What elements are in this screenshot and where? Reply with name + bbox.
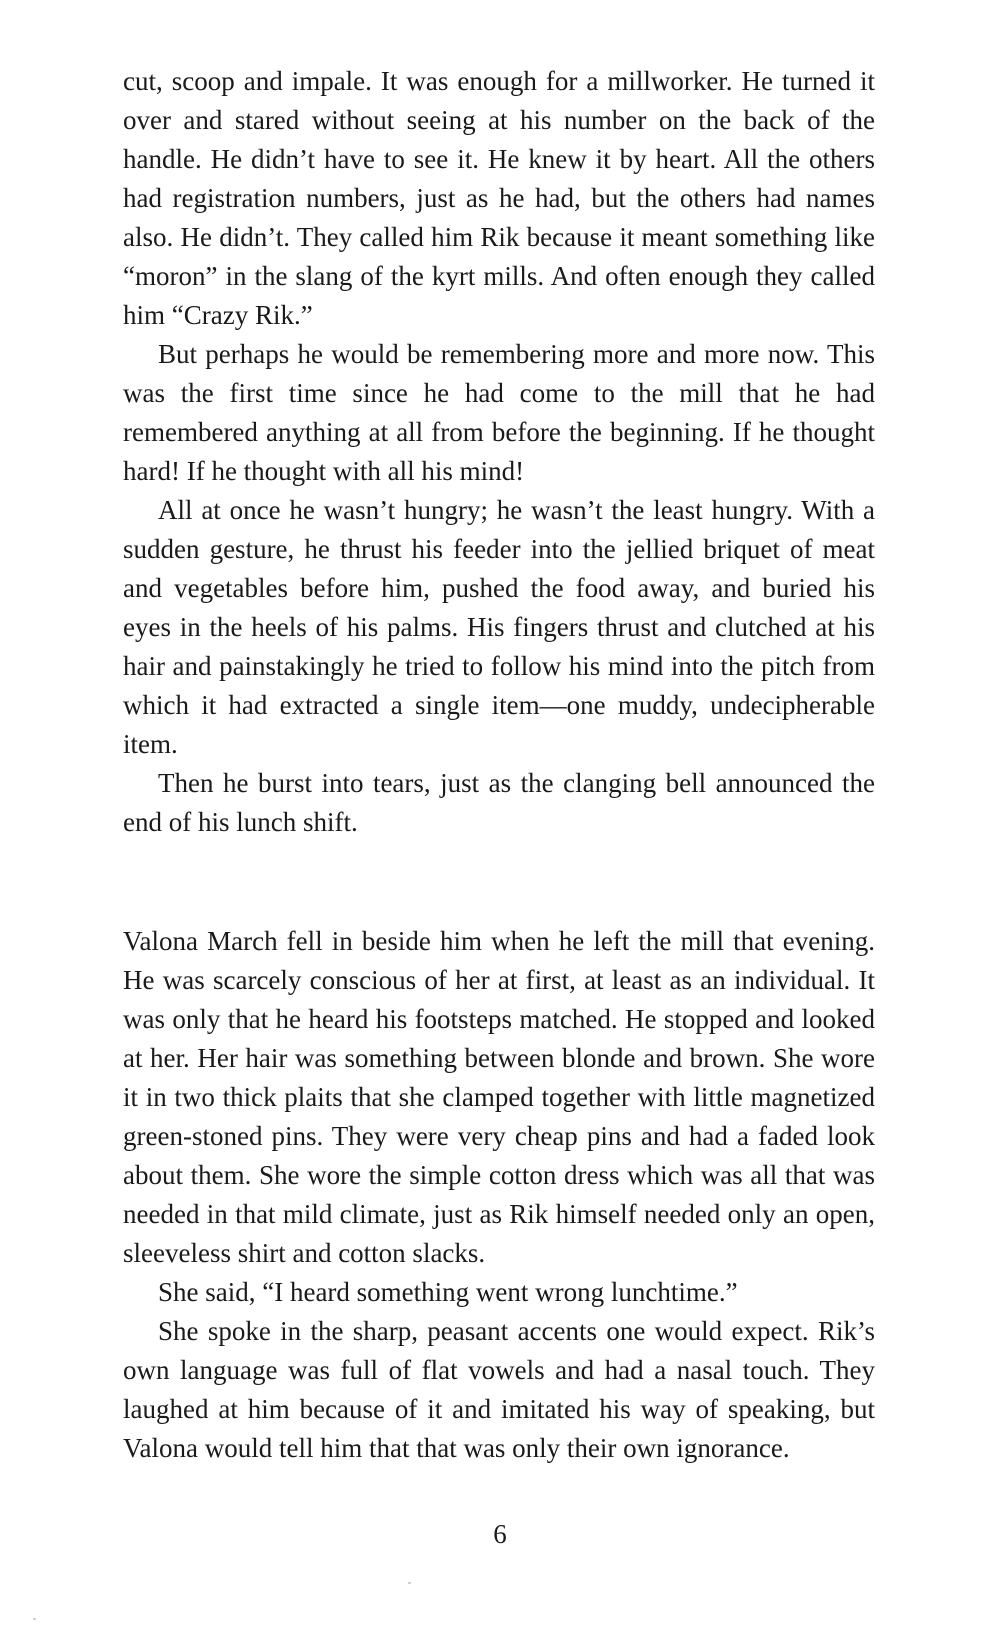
paragraph: She said, “I heard something went wrong lunchtime.” <box>158 1277 738 1307</box>
paragraph: Valona March fell in beside him when he left the mill that evening. He was scarcely conscious of her at first, at least as an individual. It was only that he heard his footsteps matched. He stopped and looked at her. Her hair was something between blonde and brown. She wore it in two thick plaits that she clamped together with little magnetized green-stoned pins. They were very cheap pins and had a faded look about them. She wore the simple cotton dress which was all that was needed in that mild climate, just as Rik himself needed only an open, sleeveless shirt and cotton slacks. <box>123 926 875 1268</box>
paragraph: All at once he wasn’t hungry; he wasn’t the least hungry. With a sudden gesture, he thrust his feeder into the jellied briquet of meat and vegetables before him, pushed the food away, and buried his eyes in the heels of his palms. His fingers thrust and clutched at his hair and painstakingly he tried to follow his mind into the pitch from which it had extracted a single item—one muddy, undecipherable item. <box>123 495 875 759</box>
paragraph: cut, scoop and impale. It was enough for a millworker. He turned it over and stared without seeing at his number on the back of the handle. He didn’t have to see it. He knew it by heart. All the others had registration numbers, just as he had, but the others had names also. He didn’t. They called him Rik because it meant something like “moron” in the slang of the kyrt mills. And often enough they called him “Crazy Rik.” <box>123 66 875 330</box>
scan-speck <box>33 1618 36 1620</box>
paragraph: She spoke in the sharp, peasant accents one would expect. Rik’s own language was full of flat vowels and had a nasal touch. They laughed at him because of it and imitated his way of speaking, but Valona would tell him that that was only their own ignorance. <box>123 1316 875 1463</box>
page-number: 6 <box>493 1519 507 1549</box>
paragraph: But perhaps he would be remembering more and more now. This was the first time since he had come to the mill that he had remembered anything at all from before the beginning. If he thought hard! If he thought with all his mind! <box>123 339 875 486</box>
paragraph: Then he burst into tears, just as the clanging bell announced the end of his lunch shift. <box>123 768 875 837</box>
section-one <box>123 62 875 842</box>
scan-speck <box>408 1582 411 1584</box>
section-two <box>123 922 875 1468</box>
